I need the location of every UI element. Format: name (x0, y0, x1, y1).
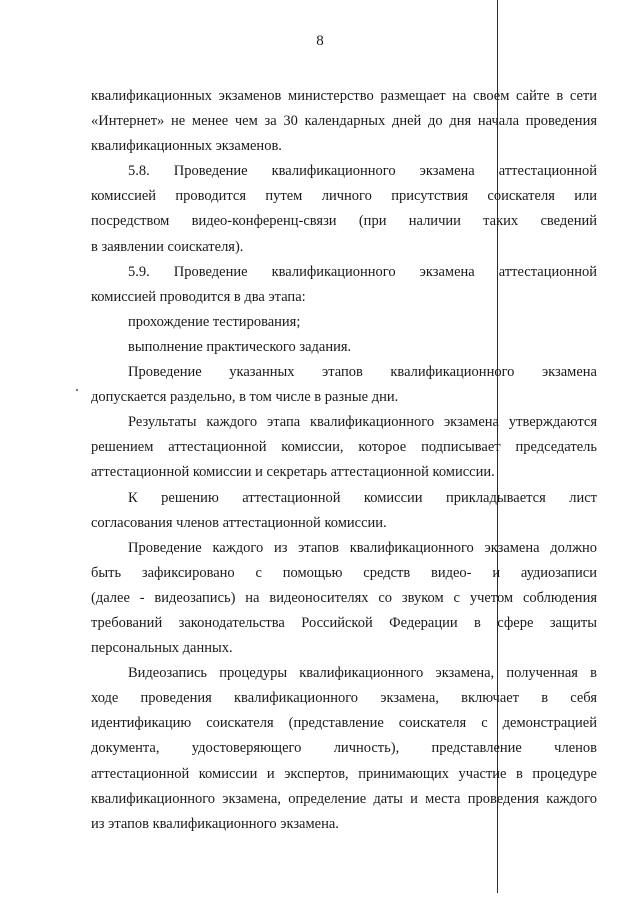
text-line: Проведение каждого из этапов квалификационного экзамена должно (128, 539, 597, 556)
text-line: требований законодательства Российской Федерации в сфере защиты (91, 614, 597, 631)
text-line: комиссией проводится путем личного присутствия соискателя или (91, 188, 597, 205)
text-line: квалификационного экзамена, определение даты и места проведения каждого (91, 790, 597, 807)
text-line: в заявлении соискателя). (91, 238, 244, 255)
text-line: решением аттестационной комиссии, которое подписывает председатель (91, 439, 597, 456)
text-line: К решению аттестационной комиссии прикладывается лист (128, 489, 597, 506)
text-line: Видеозапись процедуры квалификационного экзамена, полученная в (128, 665, 597, 682)
text-line: Проведение указанных этапов квалификационного экзамена (128, 364, 597, 381)
text-line: прохождение тестирования; (128, 313, 301, 330)
text-line: документа, удостоверяющего личность), представление членов (91, 740, 597, 757)
text-line: Результаты каждого этапа квалификационного экзамена утверждаются (128, 414, 597, 431)
page-number: 8 (316, 33, 324, 49)
text-line: 5.8. Проведение квалификационного экзамена аттестационной (128, 163, 597, 180)
text-line: квалификационных экзаменов. (91, 138, 282, 155)
document-body (91, 84, 597, 837)
text-line: согласования членов аттестационной комиссии. (91, 514, 387, 531)
text-line: комиссией проводится в два этапа: (91, 288, 306, 305)
text-line: из этапов квалификационного экзамена. (91, 815, 339, 832)
text-line: аттестационной комиссии и экспертов, принимающих участие в процедуре (91, 765, 597, 782)
text-line: аттестационной комиссии и секретарь аттестационной комиссии. (91, 464, 495, 481)
text-line: ходе проведения квалификационного экзамена, включает в себя (91, 690, 597, 707)
text-line: (далее - видеозапись) на видеоносителях со звуком с учетом соблюдения (91, 589, 597, 606)
scan-speck (76, 389, 78, 391)
text-line: допускается раздельно, в том числе в разные дни. (91, 389, 399, 406)
text-line: «Интернет» не менее чем за 30 календарных дней до дня начала проведения (91, 113, 597, 130)
text-line: выполнение практического задания. (128, 338, 352, 355)
text-line: персональных данных. (91, 640, 233, 657)
text-line: идентификацию соискателя (представление соискателя с демонстрацией (91, 715, 597, 732)
text-line: посредством видео-конференц-связи (при наличии таких сведений (91, 213, 597, 230)
text-line: 5.9. Проведение квалификационного экзамена аттестационной (128, 263, 597, 280)
text-line: квалификационных экзаменов министерство размещает на своем сайте в сети (91, 88, 597, 104)
text-line: быть зафиксировано с помощью средств видео- и аудиозаписи (91, 564, 597, 581)
